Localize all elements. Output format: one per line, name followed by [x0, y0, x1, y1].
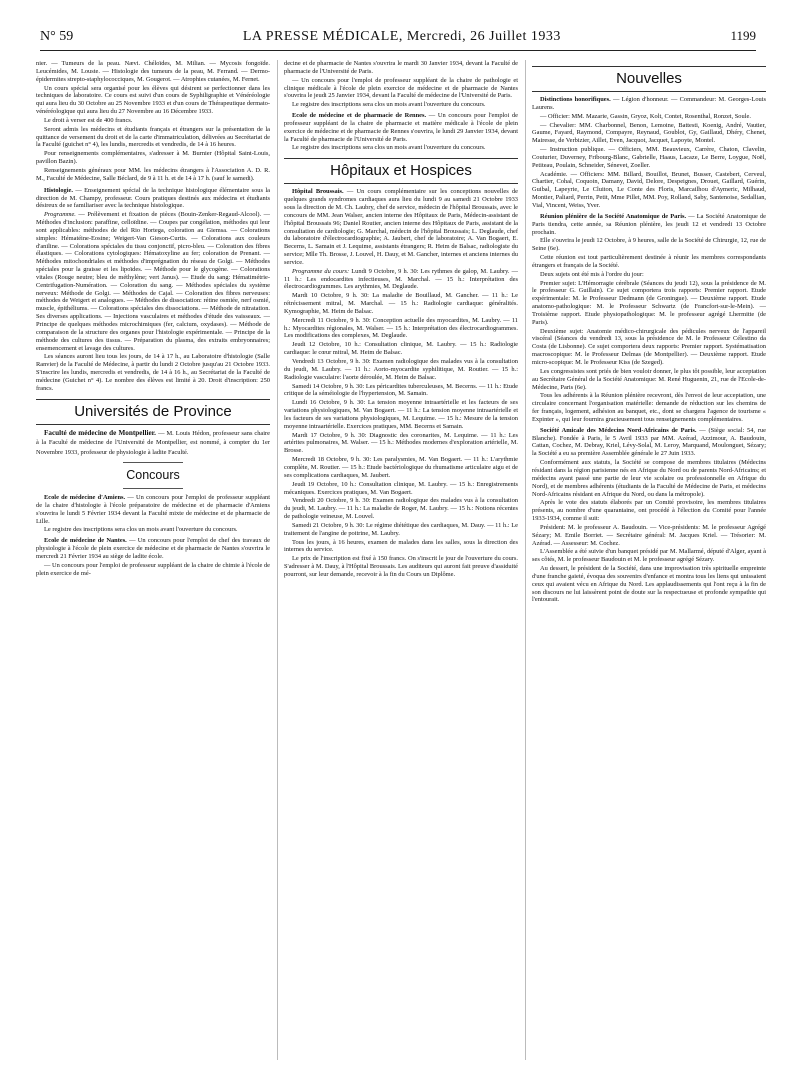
paragraph: Le droit à verser est de 400 francs. — [44, 116, 133, 124]
article-rennes — [284, 112, 518, 143]
paragraph: Cette réunion est tout particulièrement destinée à réunir les membres correspondants étrangers et français de la Société. — [532, 254, 766, 269]
separator — [123, 488, 183, 489]
article-heading: Faculté de médecine de Montpellier. — [44, 428, 156, 437]
paragraph: Vendredi 13 Octobre, 9 h. 30: Examen radiologique des malades vus à la consultation du jeudi, M. Laubry. — 11 h.: Aorto-myocardite syphilitique, M. Routier. — 15 h.: Radiologie vasculaire: l'aorte déroulée, M. Heim de Balsac. — [284, 358, 518, 381]
paragraph: Jeudi 12 Octobre, 10 h.: Consultation clinique, M. Laubry. — 15 h.: Radiologie cardiaque: le cœur mitral, M. Heim de Balsac. — [284, 341, 518, 357]
paragraph: Mardi 17 Octobre, 9 h. 30: Diagnostic des coronarites, M. Lequime. — 11 h.: Les artérites pulmonaires, M. Walser. — 15 h.: Méthodes modernes d'exploration artérielle, M. Brosse. — [284, 431, 518, 455]
paragraph: Vendredi 20 Octobre, 9 h. 30: Examen radiologique des malades vus à la consultation du jeudi, M. Laubry. — 11 h.: La maladie de Roger, M. Laubry. — 15 h.: Notions récentes de pathologie veineuse, M. Louvel. — [284, 497, 518, 521]
paragraph: Les congressistes sont priés de bien vouloir donner, le plus tôt possible, leur acceptation au Secrétaire Général de la Société Anatomique: M. René Huguenin, 21, rue de l'Ecole-de-Médecine, Paris (6e). — [532, 367, 766, 391]
article-text: Lundi 9 Octobre, 9 h. 30: Les rythmes de galop, M. Laubry. — 11 h.: Les endocardites infectieuses, M. Marchal. — 15 h.: Interprétation des électrocardiogrammes. Les arythmies, M. Deglaude. — [284, 267, 518, 291]
article-text: — (Siège social: 54, rue Blanche). Fondée à Paris, le 5 Avril 1933 par MM. Azérad, Azzimour, A. Baudouin, Cattan, Cochez, M. Debray, Kriel, Lévy-Solal, M. Leroy, Marquand, Moulonguet, Sézary; la Société a eu sa première Assemblée générale le 27 Juin 1933. — [532, 426, 766, 458]
article-heading: Ecole de médecine et de pharmacie de Rennes. — [292, 112, 427, 120]
paragraph: Deux sujets ont été mis à l'ordre du jour: — [540, 270, 644, 278]
article-amiens — [36, 494, 270, 525]
paragraph: Tous les jours, à 16 heures, examen de malades dans les salles, sous la direction des internes du service. — [284, 538, 518, 554]
section-box — [36, 399, 270, 425]
article-heading: Société Amicale des Médecins Nord-Africains de Paris. — [540, 426, 697, 434]
article-heading: Histologie. — [44, 186, 73, 194]
paragraph: Les séances auront lieu tous les jours, de 14 à 17 h., au Laboratoire d'histologie (Salle Ranvier) de la Faculté de Médecine, à partir du lundi 2 Octobre jusqu'au 21 Octobre 1933. S'inscrire les lundis, mercredis et vendredis, de 14 à 16 h., au Secrétariat de la Faculté de médecine (Guichet n° 4). Le nombre des élèves est limité à 20. Droit d'inscription: 250 francs. — [36, 353, 270, 392]
article-text: — Un concours pour l'emploi de professeur suppléant de la chaire d'histologie à l'école préparatoire de médecine et de pharmacie d'Amiens s'ouvrira le lundi 5 Février 1934 devant la Faculté mixte de médecine et de pharmacie de Lille. — [36, 494, 270, 525]
paragraph: — Un concours pour l'emploi de professeur suppléant de la chaire de chimie à l'école de plein exercice de mé- — [36, 561, 270, 577]
issue-number: N° 59 — [40, 29, 74, 44]
section-title-concours: Concours — [126, 468, 180, 483]
paragraph: decine et de pharmacie de Nantes s'ouvrira le mardi 30 Janvier 1934, devant la Faculté de pharmacie de l'Université de Paris. — [284, 60, 518, 75]
column-3 — [532, 60, 766, 1072]
article-histologie — [36, 187, 270, 211]
article-text: — Un concours pour l'emploi de professeur suppléant de la chaire de pharmacie et matière médicale à l'école de plein exercice de médecine et de pharmacie de Rennes s'ouvrira, le lundi 29 Janvier 1934, devant la Faculté de pharmacie de l'Université de Paris. — [284, 112, 518, 143]
article-heading: Ecole de médecine de Nantes. — [44, 537, 127, 545]
paragraph: nier. — Tumeurs de la peau. Nævi. Chéloïdes, M. Milian. — Mycosis fongoïde. Leucémides, M. Louste. — Histologie des tumeurs de la peau, M. Ferrand. — Dermo-épidermites strepto-staphylococciques, M. Gougerot. — Atrophies cutanées, M. Fernet. — [36, 60, 270, 83]
page-number: 1199 — [730, 28, 756, 43]
article-societe-amicale — [532, 427, 766, 458]
section-box — [532, 66, 766, 92]
column-rule — [277, 60, 278, 1060]
paragraph: Elle s'ouvrira le jeudi 12 Octobre, à 9 heures, salle de la Société de Chirurgie, 12, rue de Seine (6e). — [532, 237, 766, 253]
section-box — [284, 158, 518, 184]
column-2 — [284, 60, 518, 1072]
article-text: — La Société Anatomique de Paris tiendra, cette année, sa Réunion plénière, les jeudi 12 et vendredi 13 Octobre prochain. — [532, 212, 766, 236]
section-title-nouvelles: Nouvelles — [616, 70, 682, 87]
article-programme-cours — [284, 268, 518, 292]
paragraph: Le prix de l'inscription est fixé à 150 francs. On s'inscrit le jour de l'ouverture du cours. S'adresser à M. Dauy, à l'Hôpital Broussais. Les auditeurs qui auront fait preuve d'assiduité pourront, sur leur demande, recevoir à la fin du Cours un Diplôme. — [284, 555, 518, 578]
article-heading: Réunion plénière de la Société Anatomique de Paris. — [540, 212, 687, 220]
paragraph: Jeudi 19 Octobre, 10 h.: Consultation clinique, M. Laubry. — 15 h.: Enregistrements mécaniques. Exercices pratiques, M. Van Bogaert. — [284, 480, 518, 496]
article-text: — Un cours complémentaire sur les conceptions nouvelles de quelques grands syndromes cardiaques aura lieu du lundi 9 au samedi 21 Octobre 1933 sous la direction de M. Ch. Laubry, chef de service, médecin de l'hôpital Broussais, avec le concours de MM. Jean Walser, ancien interne des Hôpitaux de Paris, Médecin-assistant de l'hôpital Broussais 96; Daniel Routier, ancien interne des Hôpitaux de Paris, assistant de la consultation de cardiologie; G. Marchal, médecin de l'hôpital Broussais; L. Deglaude, chef du laboratoire d'électrocardiographie; A. Jaubert, chef de laboratoire; A. Van Bogaert, E. Becerns, L. Samain et J. Lequime, assistants étrangers; R. Heim de Balsac, radiologiste du service; Mlle Th. Brosse, J. Louvel, H. Dauy, et M. Gancher, internes et anciens internes du service. — [284, 188, 518, 266]
paragraph: Deuxième sujet: Anatomie médico-chirurgicale des pédicules nerveux de l'appareil viscéral (Séances du vendredi 13, sous la présidence de M. le Professeur Célestino da Costa (de Lisbonne). Ce sujet comportera deux rapports: Premier rapport. Systématisation macroscopique: M. le Professeur Delmas (de Montpellier). — Deuxième rapport. Etude micro-scopique: M. le Professeur Kiss (de Szeged). — [532, 327, 766, 366]
paragraph: Un cours spécial sera organisé pour les élèves qui désirent se perfectionner dans les techniques de laboratoire. Ce cours est suivi d'un cours de Syphiligraphie et Vénéréologie qui aura lieu du 30 Octobre au 25 Novembre 1933 et d'un cours de Thérapeutique dermato-vénéréologique qui aura lieu du 27 Novembre au 16 Décembre 1933. — [36, 84, 270, 116]
paragraph: — Officier: MM. Mazarie, Gassin, Gryoz, Kolt, Contet, Rosenthal, Ronzet, Soule. — [540, 112, 751, 120]
article-heading: Hôpital Broussais. — [292, 188, 344, 196]
paragraph: Renseignements généraux pour MM. les médecins étrangers à l'Association A. D. R. M., Faculté de Médecine, Salle Béclard, de 9 à 11 h. et de 14 à 17 h. (sauf le samedi). — [36, 166, 270, 182]
paragraph: Pour renseignements complémentaires, s'adresser à M. Burnier (Hôpital Saint-Louis, pavillon Bazin). — [36, 150, 270, 166]
paragraph: Mercredi 18 Octobre, 9 h. 30: Les paralysmies, M. Van Bogaert. — 11 h.: L'arythmie complète, M. Routier. — 15 h.: Etude bactériologique du rhumatisme articulaire aigu et de ses complications cardiaques, M. Jaubert. — [284, 456, 518, 479]
article-text: — Un concours pour l'emploi de chef des travaux de physiologie à l'école de plein exercice de médecine et de pharmacie de Nantes s'ouvrira le mercredi 21 Février 1934 au siège de ladite école. — [36, 537, 270, 560]
article-text: — Légion d'honneur. — Commandeur: M. Georges-Louis Laurens. — [532, 96, 766, 111]
article-text: — Enseignement spécial de la technique histologique élémentaire sous la direction de M. Champy, professeur. Cours pratiques destinés aux médecins et étudiants désireux de se familiariser avec la technique histologique. — [36, 186, 270, 210]
paragraph: — Un concours pour l'emploi de professeur suppléant de la chaire de pathologie et clinique médicale à l'école de plein exercice de médecine et de pharmacie de Nantes s'ouvrira le jeudi 25 Janvier 1934, devant la Faculté de médecine de l'Université de Paris. — [284, 76, 518, 100]
paragraph: Samedi 21 Octobre, 9 h. 30: Le régime diététique des cardiaques, M. Dauy. — 11 h.: Le traitement de l'angine de poitrine, M. Laubry. — [284, 521, 518, 537]
journal-title: LA PRESSE MÉDICALE, Mercredi, 26 Juillet 1933 — [242, 29, 561, 44]
section-title-universites: Universités de Province — [74, 402, 232, 420]
article-broussais — [284, 188, 518, 266]
page-header — [40, 28, 756, 51]
paragraph: Lundi 16 Octobre, 9 h. 30: La tension moyenne intraartérielle et les facteurs de ses variations physiologiques, M. Van Bogaert. — 11 h.: La tension moyenne intraartérielle et les facteurs de ses variations physiologiques, M. Lequime. — 15 h.: Mesure de la tension moyenne intraartérielle. Exercices pratiques, MM. Becerns et Samain. — [284, 399, 518, 430]
paragraph: Mercredi 11 Octobre, 9 h. 30: Conception actuelle des myocardites, M. Laubry. — 11 h.: Myocardites régionales, M. Walser. — 15 h.: Interprétation des électrocardiogrammes. Les modifications des complexes, M. Deglaude. — [284, 316, 518, 340]
paragraph: Le registre des inscriptions sera clos un mois avant l'ouverture du concours. — [292, 101, 486, 109]
paragraph: — Instruction publique. — Officiers, MM. Beauvieux, Carrère, Chaton, Clavelin, Couturier, Duverney, Fribourg-Blanc, Gabrielle, Haaus, Lacaze, Le Berre, Loygue, Noël, Petiteau, Poulain, Schneider, Sénevet, Zoeller. — [532, 146, 766, 169]
section-title-hopitaux: Hôpitaux et Hospices — [330, 162, 472, 180]
article-reunion — [532, 213, 766, 237]
paragraph: Au dessert, le président de la Société, dans une improvisation très spirituelle empreinte d'une franche gaieté, évoqua des souvenirs d'enfance et montra tous les liens qui unissaient ceux qui avaient vécu en Afrique du Nord. Les applaudissements qui l'ont reçu à la fin de son discours ne lui laissèrent point de doute sur la respectueuse et profonde sympathie qui l'entourait. — [532, 565, 766, 604]
paragraph: Président: M. le professeur A. Baudouin. — Vice-présidents: M. le professeur Agrégé Sézary; M. Emile Borriet. — Secrétaire général: M. Jacques Kriel. — Trésorier: M. Azérad. — Assesseur: M. Cochez. — [532, 523, 766, 547]
paragraph: Académie. — Officiers: MM. Billard, Bouillot, Brunet, Busser, Castebert, Cerveul, Chartier, Cohal, Coquoin, Damany, David, Delore, Despeignes, Drouet, Gaillard, Guérin, Guibal, Lapeyrie, Le Cluiton, Le Conte des Floris, Marcailhou d'Aymeric, Milhaud, Montier, Paliard, Perrin, Petit, Mme Pillet, MM. Poy, Rolland, Saby, Santenoise, Sedallian, Vial, Vincent, Weiss, Yver. — [532, 170, 766, 209]
article-nantes — [36, 537, 270, 561]
paragraph: — Chevalier: MM. Charbonnel, Benon, Lemoine, Battesti, Koenig, André, Vautier, Gaume, Fayard, Raymond, Compayre, Reynaud, Goublot, Gy, Gaillaud, Dhéry, Chenet, Mairesse, de Verbizier, Aillet, Even, Jacquot, Jacquet, Lapoyte, Montel. — [532, 121, 766, 145]
paragraph: Seront admis les médecins et étudiants français et étrangers sur la présentation de la quittance de versement du droit et de la carte d'immatriculation, délivrées au Secrétariat de la Faculté (guichet n° 4), les lundis, mercredis et vendredis, de 14 à 16 heures. — [36, 125, 270, 149]
article-heading: Programme du cours: — [292, 267, 350, 275]
paragraph: Premier sujet: L'Hémorragie cérébrale (Séances du jeudi 12), sous la présidence de M. le professeur G. Guillain). Ce sujet comportera trois rapports: Premier rapport. Etude expérimentale: M. le Professeur Dedmann (de Groningue). — Deuxième rapport. Etude anatomo-pathologique: M. le Professeur Schwartz (de Francfort-sur-le-Mein). — Troisième rapport. Etude physiopathologique: M. le professeur agrégé Lhermitte (de Paris). — [532, 279, 766, 326]
paragraph: Après le vote des statuts élaborés par un Comité provisoire, les membres titulaires présents, au nombre d'une quarantaine, ont procédé à l'élection du Comité pour l'année 1933-1934, comme il suit: — [532, 499, 766, 523]
paragraph: Le registre des inscriptions sera clos un mois avant l'ouverture du concours. — [292, 144, 486, 152]
article-heading: Programme. — [44, 211, 76, 219]
paragraph: Tous les adhérents à la Réunion plénière recevront, dès l'envoi de leur acceptation, une circulaire concernant l'organisation matérielle: demande de réduction sur les chemins de fer français, logement, adhésion au banquet, etc., dont se chargera l'agence de tourisme « Expinter », qui leur fournira gracieusement tous renseignements complémentaires. — [532, 392, 766, 423]
paragraph: Mardi 10 Octobre, 9 h. 30: La maladie de Bouillaud, M. Gancher. — 11 h.: Le rétrécissement mitral, M. Marchal. — 15 h.: Radiologie cardiaque: généralités. Kymographie, M. Heim de Balsac. — [284, 292, 518, 315]
paragraph: Conformément aux statuts, la Société se compose de membres titulaires (Médecins résidant dans la région parisienne nés en Afrique du Nord ou de parents Nord-Africains; et médecins ayant passé une partie de leur vie scolaire ou professionnelle en Afrique du Nord), et de membres adhérents (étudiants de la Faculté de Médecine de Paris, et médecins Nord-Africains résidant en Afrique du Nord, ou dans la métropole). — [532, 459, 766, 498]
article-montpellier — [36, 429, 270, 458]
article-heading: Ecole de médecine d'Amiens. — [44, 494, 126, 502]
column-1 — [36, 60, 270, 1072]
separator — [123, 462, 183, 463]
article-heading: Distinctions honorifiques. — [540, 96, 611, 103]
paragraph: Le registre des inscriptions sera clos un mois avant l'ouverture du concours. — [44, 526, 238, 534]
article-distinctions — [532, 96, 766, 112]
paragraph: L'Assemblée a été suivie d'un banquet présidé par M. Mallarmé, député d'Alger, ayant à ses côtés, M. le professeur Baudouin et M. le professeur agrégé Sézary. — [532, 548, 766, 564]
column-rule — [525, 60, 526, 1060]
article-programme — [36, 211, 270, 352]
article-text: — M. Louis Hédon, professeur sans chaire à la Faculté de médecine de l'Université de Montpellier, est nommé, à compter du 1er Novembre 1933, professeur de physiologie à ladite Faculté. — [36, 429, 270, 456]
article-text: — Prélèvement et fixation de pièces (Bouin-Zenker-Regaud-Alcool). — Méthodes d'inclusion: paraffine, celloïdine. — Coupes par congélation, méthodes qui leur sont applicables: méthodes de del Rio Hortega, coloration au Giemsa. — Colorations simples: Hématéine-Eosine; Weigert-Van Gieson-Curtis. — Colorations aux couleurs d'aniline. — Colorations spéciales du tissu conjonctif, picro-bleu. — Coloration des fibres élastiques. — Colorations cytologiques: Hématoxyline au fer; coloration de Prenant. — Méthodes mitochondriales et méthodes d'imprégnation du réseau de Golgi. — Méthodes spéciales pour la graisse et les lipoïdes. — Méthode pour le glycogène. — Colorations vitales (Rouge neutre; bleu de méthylène; vert Janus). — Etude du sang: Hématimétrie-Centrifugation-Numération. — Coloration du sang. — Méthodes spéciales du système nerveux: Méthode de Golgi. — Méthodes de Cajal. — Coloration des fibres nerveuses: méthodes de Weigert et analogues. — Méthodes de dissociation: rétine osmiée, nerf osmié, muscle, épithéliums. — Colorations spéciales des dissociations. — Méthode de nitratation. Ses diverses applications. — Injections vasculaires et méthodes d'étude des vaisseaux. — Principe de quelques méthodes microchimiques (fer, calcium, oxydases). — Méthode de comparaison de la structure des organes pour l'histologie expérimentale. — Principe de la méthode des cultures des tissus. — Préparation du plasma, des extraits embryonnaires; ensemencement et lavage des cultures. — [36, 211, 270, 352]
paragraph: Samedi 14 Octobre, 9 h. 30: Les péricardites tuberculeuses, M. Becerns. — 11 h.: Etude critique de la séméiologie de l'hypertension, M. Samain. — [284, 382, 518, 398]
